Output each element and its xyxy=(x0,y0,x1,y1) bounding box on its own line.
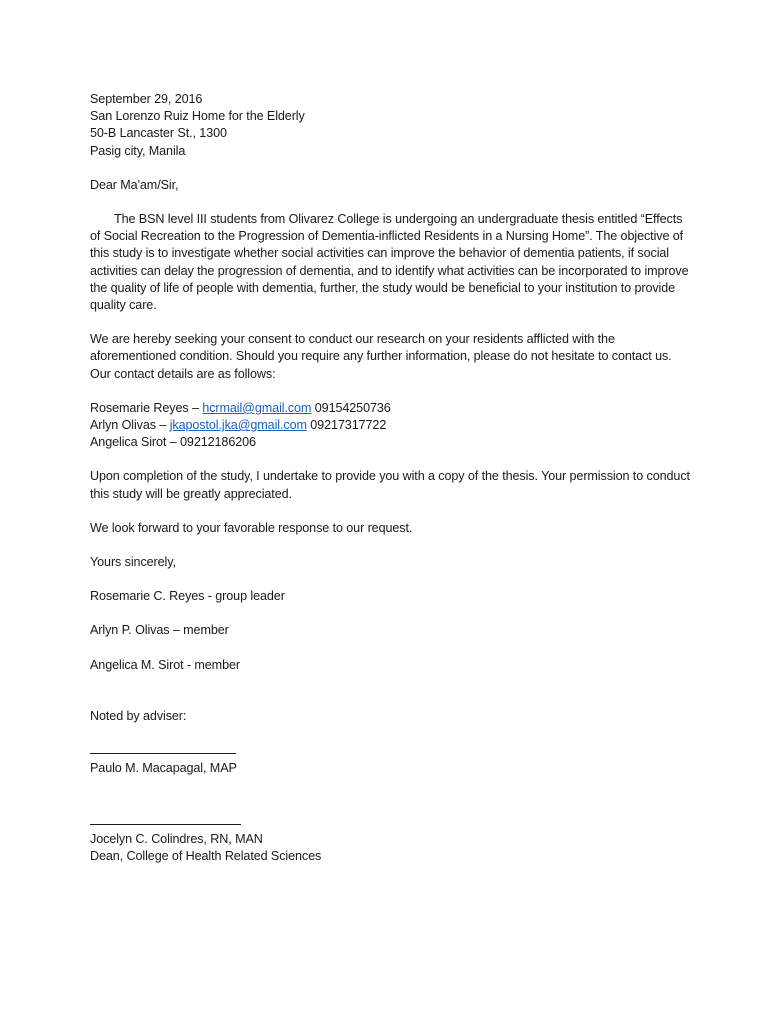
spacer xyxy=(90,537,690,554)
recipient-name: San Lorenzo Ruiz Home for the Elderly xyxy=(90,109,305,124)
recipient-address-line-1: 50-B Lancaster St., 1300 xyxy=(90,126,227,141)
spacer xyxy=(90,725,690,743)
spacer xyxy=(90,640,690,657)
spacer xyxy=(90,451,690,468)
body-paragraph-4: We look forward to your favorable response to our request. xyxy=(90,520,413,535)
salutation: Dear Ma'am/Sir, xyxy=(90,177,179,192)
letter xyxy=(90,91,690,866)
spacer xyxy=(90,383,690,400)
dean-title: Dean, College of Health Related Sciences xyxy=(90,849,322,864)
spacer xyxy=(90,314,690,331)
contact-line xyxy=(90,400,690,417)
sign-off: Yours sincerely, xyxy=(90,555,176,570)
member-name: Rosemarie C. Reyes - group leader xyxy=(90,589,285,604)
contact-phone: 09154250736 xyxy=(311,400,391,415)
dean-name: Jocelyn C. Colindres, RN, MAN xyxy=(90,832,263,847)
contact-line xyxy=(90,434,690,451)
contact-email-link[interactable]: jkapostol.jka@gmail.com xyxy=(169,418,307,433)
body-paragraph-1: The BSN level III students from Olivarez College is undergoing an undergraduate thesis entitled “Effects of Social Recreation to the Progression of Dementia-inflicted Residents in a Nursing Home”. The objective of this study is to investigate whether social activities can improve the behavior of dementia patients, if social activities can delay the progression of dementia, and to identify what activities can be incorporated to improve the quality of life of people with dementia, further, the study would be beneficial to your institution to provide quality care. xyxy=(90,212,689,313)
member-name: Angelica M. Sirot - member xyxy=(90,657,240,672)
adviser-name: Paulo M. Macapagal, MAP xyxy=(90,761,237,776)
contact-name: Angelica Sirot – 09212186206 xyxy=(90,435,256,450)
contact-phone: 09217317722 xyxy=(306,418,387,433)
contact-email-link[interactable]: hcrmail@gmail.com xyxy=(202,400,312,415)
contact-name: Arlyn Olivas – xyxy=(90,418,170,433)
spacer xyxy=(90,194,690,211)
contact-line xyxy=(90,417,690,434)
spacer xyxy=(90,674,690,691)
letter-date: September 29, 2016 xyxy=(90,92,203,106)
spacer xyxy=(90,503,690,520)
spacer xyxy=(90,571,690,588)
spacer xyxy=(90,605,690,622)
spacer xyxy=(90,691,690,708)
recipient-address-line-2: Pasig city, Manila xyxy=(90,143,186,158)
signature-line-dean xyxy=(90,814,241,825)
member-name: Arlyn P. Olivas – member xyxy=(90,623,229,638)
spacer xyxy=(90,777,690,814)
body-paragraph-3: Upon completion of the study, I undertake to provide you with a copy of the thesis. Your permission to conduct this study will be greatly appreciated. xyxy=(90,469,690,501)
noted-by-label: Noted by adviser: xyxy=(90,708,187,723)
body-paragraph-2: We are hereby seeking your consent to conduct our research on your residents afflicted with the aforementioned condition. Should you require any further information, please do not hesitate to contact us. Our contact details are as follows: xyxy=(90,332,672,381)
spacer xyxy=(90,160,690,177)
signature-line-adviser xyxy=(90,743,236,754)
contact-name: Rosemarie Reyes – xyxy=(90,400,203,415)
